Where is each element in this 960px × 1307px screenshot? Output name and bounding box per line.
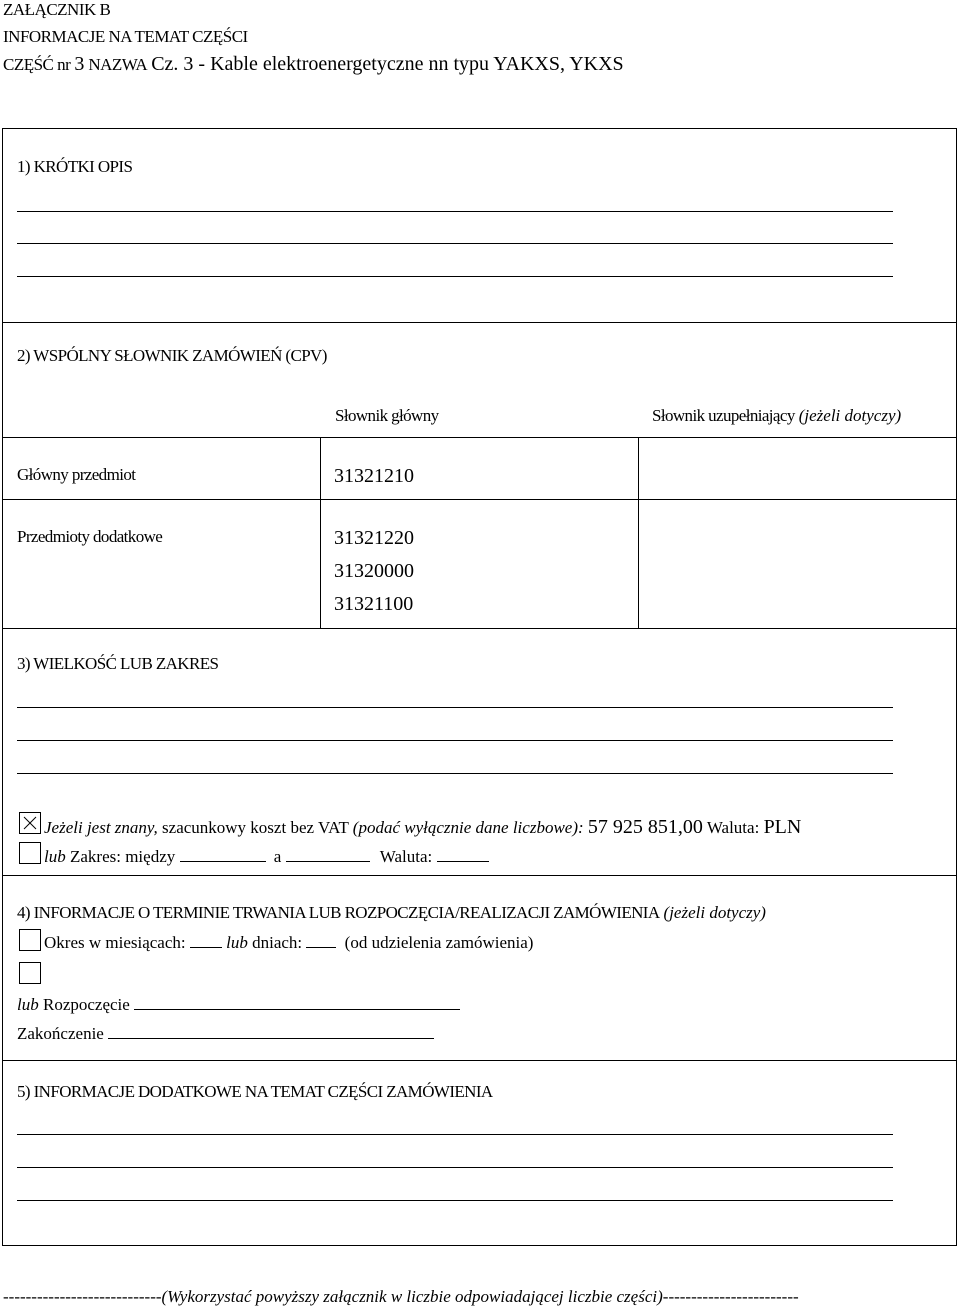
additional-code-2[interactable]: 31320000 bbox=[334, 560, 414, 582]
range-label: Zakres: między bbox=[69, 847, 176, 866]
part-name: Cz. 3 - Kable elektroenergetyczne nn typu YAKXS, YKXS bbox=[151, 53, 624, 75]
cost-note: (podać wyłącznie dane liczbowe): bbox=[352, 818, 584, 837]
description-line-3[interactable] bbox=[17, 276, 893, 277]
duration-line bbox=[44, 933, 533, 953]
cpv-supplementary-note: (jeżeli dotyczy) bbox=[798, 406, 902, 425]
additional-info-line-2[interactable] bbox=[17, 1167, 893, 1168]
cost-value[interactable]: 57 925 851,00 bbox=[587, 816, 703, 838]
end-date-field[interactable] bbox=[108, 1024, 434, 1039]
scope-line-1[interactable] bbox=[17, 707, 893, 708]
part-number: 3 bbox=[74, 53, 85, 75]
range-checkbox[interactable] bbox=[19, 842, 41, 864]
cpv-main-header: Słownik główny bbox=[335, 406, 439, 425]
currency-value[interactable]: PLN bbox=[763, 816, 802, 838]
estimated-cost-line bbox=[44, 816, 801, 839]
additional-code-1[interactable]: 31321220 bbox=[334, 527, 414, 549]
end-line bbox=[17, 1024, 434, 1044]
months-label: Okres w miesiącach: bbox=[44, 933, 186, 952]
start-label: Rozpoczęcie bbox=[42, 995, 130, 1014]
duration-checkbox[interactable] bbox=[19, 929, 41, 951]
section-5-title: 5) INFORMACJE DODATKOWE NA TEMAT CZĘŚCI ZAMÓWIENIA bbox=[17, 1082, 493, 1101]
start-or-label: lub bbox=[17, 995, 39, 1014]
footer-dashes-left: ---------------------------- bbox=[3, 1287, 162, 1306]
section-2-title: 2) WSPÓLNY SŁOWNIK ZAMÓWIEŃ (CPV) bbox=[17, 346, 327, 365]
estimated-cost-checkbox[interactable] bbox=[19, 812, 41, 834]
range-line bbox=[44, 847, 489, 867]
section-3-title: 3) WIELKOŚĆ LUB ZAKRES bbox=[17, 654, 219, 673]
range-currency-field[interactable] bbox=[437, 847, 489, 862]
from-award-label: (od udzielenia zamówienia) bbox=[344, 933, 534, 952]
additional-subjects-label: Przedmioty dodatkowe bbox=[17, 527, 163, 546]
part-number-label: CZĘŚĆ nr bbox=[3, 55, 71, 74]
additional-code-3[interactable]: 31321100 bbox=[334, 593, 414, 615]
range-or-label: lub bbox=[44, 847, 66, 866]
footer-dashes-right: ------------------------ bbox=[662, 1287, 799, 1306]
end-label: Zakończenie bbox=[17, 1024, 104, 1043]
section-cpv bbox=[2, 322, 957, 629]
part-name-label: NAZWA bbox=[88, 55, 148, 74]
months-field[interactable] bbox=[190, 933, 222, 948]
scope-line-2[interactable] bbox=[17, 740, 893, 741]
cpv-table-col-divider-2 bbox=[638, 437, 639, 629]
cpv-supplementary-label: Słownik uzupełniający bbox=[652, 406, 795, 425]
section-4-title-note: (jeżeli dotyczy) bbox=[663, 903, 766, 922]
cpv-table-divider-1 bbox=[2, 437, 957, 438]
cost-text: szacunkowy koszt bez VAT bbox=[162, 818, 349, 837]
additional-info-line-1[interactable] bbox=[17, 1134, 893, 1135]
cost-prefix: Jeżeli jest znany, bbox=[44, 818, 158, 837]
range-and-label: a bbox=[273, 847, 282, 866]
section-4-title-text: 4) INFORMACJE O TERMINIE TRWANIA LUB ROZPOCZĘCIA/REALIZACJI ZAMÓWIENIA bbox=[17, 903, 660, 922]
range-from-field[interactable] bbox=[180, 847, 266, 862]
checkbox-cross-icon bbox=[22, 815, 38, 831]
days-label: dniach: bbox=[252, 933, 303, 952]
duration-or-label: lub bbox=[226, 933, 248, 952]
range-currency-label: Waluta: bbox=[379, 847, 433, 866]
cpv-table-col-divider-1 bbox=[320, 437, 321, 629]
section-4-title bbox=[17, 903, 766, 923]
section-short-description bbox=[2, 128, 957, 323]
main-subject-code[interactable]: 31321210 bbox=[334, 465, 414, 487]
main-subject-label: Główny przedmiot bbox=[17, 465, 136, 484]
annex-label: ZAŁĄCZNIK B bbox=[3, 0, 111, 19]
description-line-2[interactable] bbox=[17, 243, 893, 244]
footer-note-text: (Wykorzystać powyższy załącznik w liczbie odpowiadającej liczbie części) bbox=[161, 1287, 663, 1306]
cpv-table-divider-2 bbox=[2, 499, 957, 500]
annex-subtitle: INFORMACJE NA TEMAT CZĘŚCI bbox=[3, 27, 248, 46]
scope-line-3[interactable] bbox=[17, 773, 893, 774]
start-date-field[interactable] bbox=[134, 995, 460, 1010]
days-field[interactable] bbox=[306, 933, 336, 948]
range-to-field[interactable] bbox=[286, 847, 370, 862]
part-title bbox=[3, 53, 624, 76]
description-line-1[interactable] bbox=[17, 211, 893, 212]
additional-info-line-3[interactable] bbox=[17, 1200, 893, 1201]
cpv-supplementary-header bbox=[652, 406, 901, 426]
footer-note bbox=[3, 1287, 799, 1307]
currency-label: Waluta: bbox=[706, 818, 760, 837]
section-1-title: 1) KRÓTKI OPIS bbox=[17, 157, 133, 176]
dates-checkbox[interactable] bbox=[19, 962, 41, 984]
start-line bbox=[17, 995, 460, 1015]
